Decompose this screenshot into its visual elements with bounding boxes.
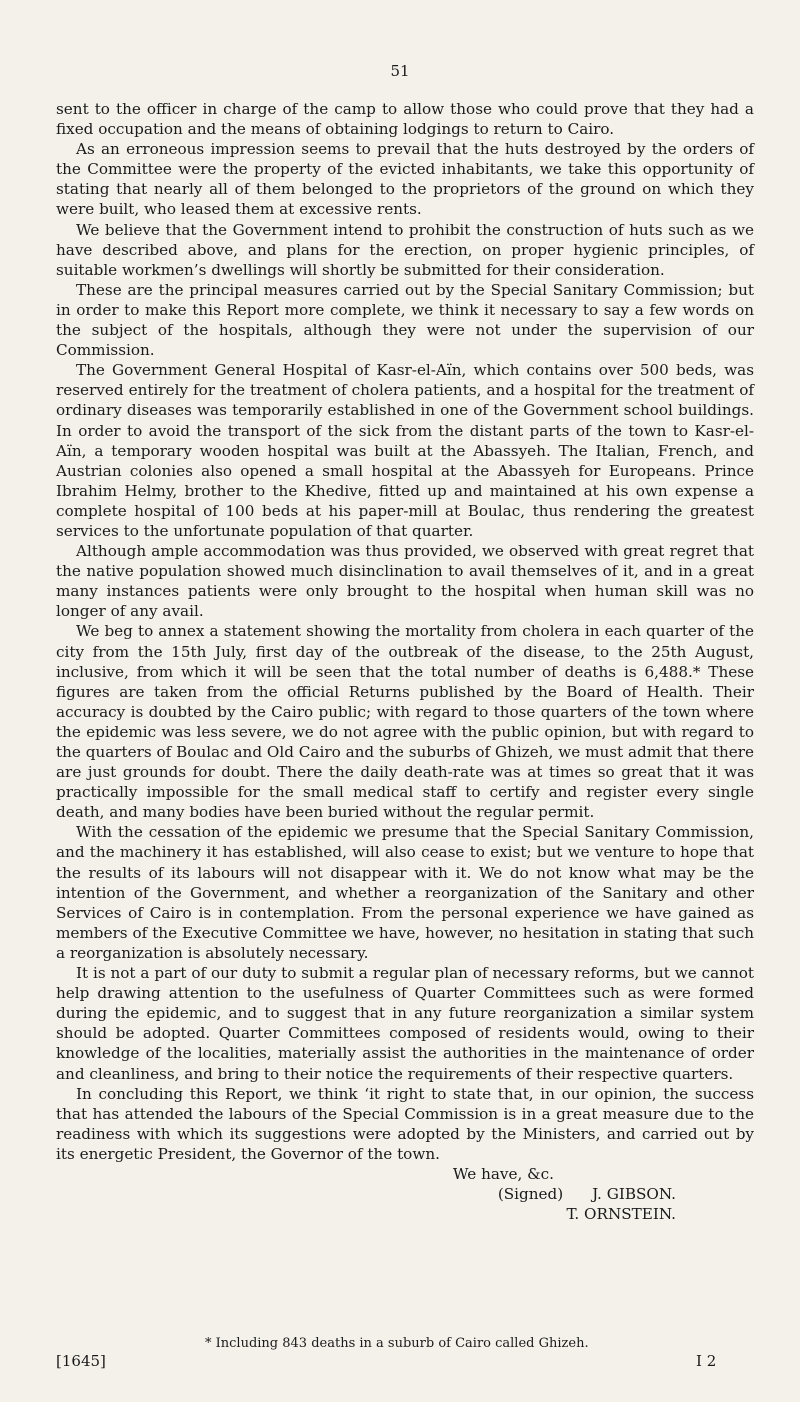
closing-block [56,1164,754,1224]
second-signatory: T. ORNSTEIN. [566,1205,676,1224]
paragraph-9: It is not a part of our duty to submit a regular plan of necessary reforms, but we cannot help drawing attention to the usefulness of Quarter Committees such as were formed during the epidemic, and to suggest that in any future reorganization a similar system should be adopted. Quarter Committees composed of residents would, owing to their knowledge of the localities, materially assist the authorities in the maintenance of order and cleanliness, and bring to their notice the requirements of their respective quarters. [56,964,754,1083]
paragraph-5: The Government General Hospital of Kasr-el-Aïn, which contains over 500 beds, was reserved entirely for the treatment of cholera patients, and a hospital for the treatment of ordinary diseases was temporarily established in one of the Government school buildings. In order to avoid the transport of the sick from the distant parts of the town to Kasr-el-Aïn, a temporary wooden hospital was built at the Abassyeh. The Italian, French, and Austrian colonies also opened a small hospital at the Abassyeh for Europeans. Prince Ibrahim Helmy, brother to the Khedive, fitted up and maintained at his own expense a complete hospital of 100 beds at his paper-mill at Boulac, thus rendering the greatest services to the unfortunate population of that quarter. [56,361,754,540]
signed-line: (Signed) J. GIBSON. [497,1185,676,1204]
paragraph-6: Although ample accommodation was thus provided, we observed with great regret that the native population showed much disinclination to avail themselves of it, and in a great many instances patients were only brought to the hospital when human skill was no longer of any avail. [56,542,754,621]
paragraph-8: With the cessation of the epidemic we presume that the Special Sanitary Commission, and the machinery it has established, will also cease to exist; but we venture to hope that the results of its labours will not disappear with it. We do not know what may be the intention of the Government, and whether a reorganization of the Sanitary and other Services of Cairo is in contemplation. From the personal experience we have gained as members of the Executive Committee we have, however, no hesitation in stating that such a reorganization is absolutely necessary. [56,823,754,962]
paragraph-1: sent to the officer in charge of the camp to allow those who could prove that they had a fixed occupation and the means of obtaining lodgings to return to Cairo. [56,100,754,139]
footnote: * Including 843 deaths in a suburb of Cairo called Ghizeh. [205,1336,589,1351]
paragraph-10: In concluding this Report, we think ‘it right to state that, in our opinion, the success that has attended the labours of the Special Commission is in a great measure due to the readiness with which its suggestions were adopted by the Ministers, and carried out by its energetic President, the Governor of the town. [56,1084,754,1163]
paragraph-3: We believe that the Government intend to prohibit the construction of huts such as we have described above, and plans for the erection, on proper hygienic principles, of suitable workmen’s dwellings will shortly be submitted for their consideration. [56,220,754,279]
print-code: [1645] [56,1352,106,1370]
paragraph-2: As an erroneous impression seems to prevail that the huts destroyed by the orders of the Committee were the property of the evicted inhabitants, we take this opportunity of stating that nearly all of them belonged to the proprietors of the ground on which they were built, who leased them at excessive rents. [56,140,754,219]
paragraph-7: We beg to annex a statement showing the mortality from cholera in each quarter of the city from the 15th July, first day of the outbreak of the disease, to the 25th August, inclusive, from which it will be seen that the total number of deaths is 6,488.* These figures are taken from the official Returns published by the Board of Health. Their accuracy is doubted by the Cairo public; with regard to those quarters of the town where the epidemic was less severe, we do not agree with the public opinion, but with regard to the quarters of Boulac and Old Cairo and the suburbs of Ghizeh, we must admit that there are just grounds for doubt. There the daily death-rate was at times so great that it was practically impossible for the small medical staff to certify and register every single death, and many bodies have been buried without the regular permit. [56,622,754,822]
page-number: 51 [390,62,410,80]
signature-mark: I 2 [696,1352,717,1370]
report-body [56,99,754,1224]
paragraph-4: These are the principal measures carried out by the Special Sanitary Commission; but in order to make this Report more complete, we think it necessary to say a few words on the subject of the hospitals, although they were not under the supervision of our Commission. [56,280,754,360]
closing-salutation: We have, &c. [452,1164,554,1183]
